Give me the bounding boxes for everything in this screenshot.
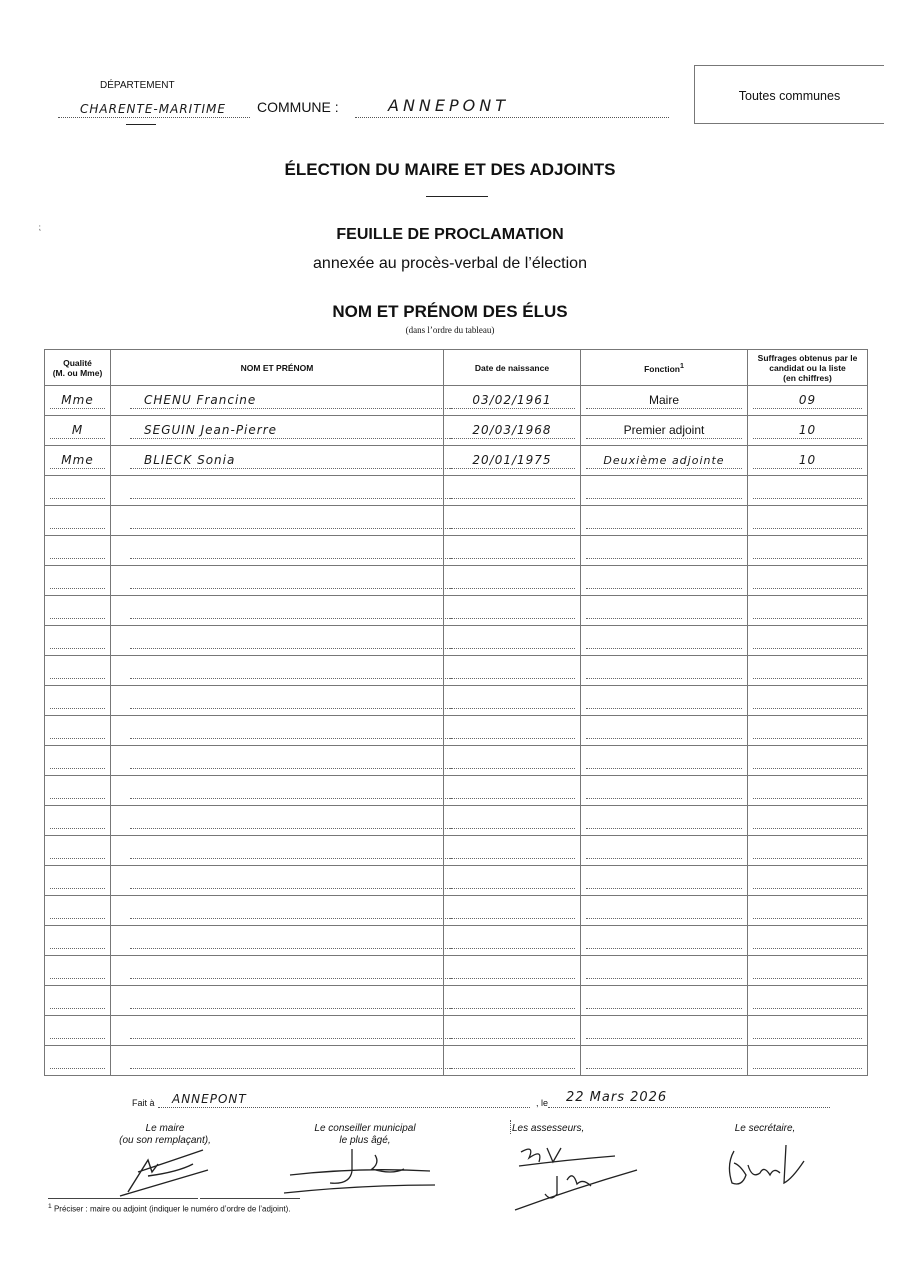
cell-fonction [581, 806, 748, 836]
cell-suffrages [748, 596, 868, 626]
cell-qualite [45, 506, 111, 536]
table-row [45, 716, 868, 746]
cell-date [444, 896, 581, 926]
footnote-rule-2 [200, 1198, 300, 1199]
header-qualite-label: Qualité [63, 357, 92, 368]
main-title: ÉLECTION DU MAIRE ET DES ADJOINTS [284, 160, 616, 179]
table-row [45, 836, 868, 866]
table-row [45, 476, 868, 506]
cell-suffrages [748, 656, 868, 686]
cell-qualite [45, 416, 111, 446]
cell-date [444, 806, 581, 836]
cell-date [444, 536, 581, 566]
cell-qualite [45, 686, 111, 716]
cell-date [444, 1016, 581, 1046]
cell-fonction [581, 476, 748, 506]
table-header-row [45, 350, 868, 386]
footnote-text: Préciser : maire ou adjoint (indiquer le numéro d’ordre de l’adjoint). [53, 1204, 291, 1214]
header-qualite-sub: (M. ou Mme) [52, 367, 103, 378]
table-row [45, 416, 868, 446]
qualite-value: Mme [61, 393, 94, 407]
cell-qualite [45, 746, 111, 776]
cell-nom [111, 836, 444, 866]
cell-fonction [581, 986, 748, 1016]
commune-label: COMMUNE : [257, 99, 339, 115]
signature-conseiller-label [300, 1123, 430, 1147]
table-row [45, 566, 868, 596]
cell-date [444, 446, 581, 476]
cell-qualite [45, 536, 111, 566]
cell-fonction [581, 416, 748, 446]
qualite-value: M [71, 423, 84, 437]
date-value: 22 Mars 2026 [566, 1090, 668, 1105]
cell-qualite [45, 866, 111, 896]
cell-date [444, 656, 581, 686]
date-value: 03/02/1961 [472, 393, 552, 407]
elus-subtitle: (dans l’ordre du tableau) [405, 325, 495, 335]
cell-suffrages [748, 1046, 868, 1076]
cell-date [444, 386, 581, 416]
cell-qualite [45, 926, 111, 956]
table-row [45, 656, 868, 686]
cell-fonction [581, 446, 748, 476]
header-suffrages-sub: (en chiffres) [783, 372, 832, 383]
cell-date [444, 476, 581, 506]
cell-suffrages [748, 896, 868, 926]
maire-sub-label: (ou son remplaçant), [119, 1135, 211, 1146]
assesseurs-signature [505, 1140, 645, 1220]
footnote-rule [48, 1198, 198, 1199]
le-label: , le [536, 1098, 549, 1108]
cell-suffrages [748, 446, 868, 476]
commune-value: ANNEPONT [388, 96, 509, 115]
suffrages-value: 10 [798, 423, 817, 437]
table-body [45, 386, 868, 1076]
table-row [45, 746, 868, 776]
cell-fonction [581, 956, 748, 986]
cell-suffrages [748, 386, 868, 416]
cell-suffrages [748, 566, 868, 596]
cell-nom [111, 566, 444, 596]
cell-fonction [581, 926, 748, 956]
cell-nom [111, 536, 444, 566]
header-date: Date de naissance [444, 350, 581, 386]
cell-fonction [581, 656, 748, 686]
cell-nom [111, 956, 444, 986]
cell-date [444, 596, 581, 626]
table-row [45, 506, 868, 536]
nom-value: BLIECK Sonia [144, 453, 236, 467]
conseiller-sub-label: le plus âgé, [339, 1135, 391, 1146]
feuille-title: FEUILLE DE PROCLAMATION [336, 226, 564, 243]
nom-value: CHENU Francine [144, 393, 257, 407]
cell-suffrages [748, 686, 868, 716]
header-qualite [45, 350, 111, 386]
fonction-value: Maire [648, 393, 679, 407]
cell-suffrages [748, 866, 868, 896]
table-row [45, 866, 868, 896]
cell-qualite [45, 476, 111, 506]
cell-qualite [45, 986, 111, 1016]
cell-suffrages [748, 986, 868, 1016]
title-rule [426, 196, 488, 197]
cell-fonction [581, 626, 748, 656]
cell-suffrages [748, 416, 868, 446]
cell-suffrages [748, 626, 868, 656]
cell-qualite [45, 776, 111, 806]
cell-qualite [45, 1046, 111, 1076]
table-row [45, 1016, 868, 1046]
cell-fonction [581, 896, 748, 926]
cell-date [444, 746, 581, 776]
cell-suffrages [748, 806, 868, 836]
cell-date [444, 416, 581, 446]
suffrages-value: 10 [798, 453, 817, 467]
cell-fonction [581, 566, 748, 596]
nom-value: SEGUIN Jean-Pierre [144, 423, 278, 437]
cell-nom [111, 1016, 444, 1046]
cell-nom [111, 1046, 444, 1076]
cell-nom [111, 596, 444, 626]
table-row [45, 626, 868, 656]
fonction-value: Deuxième adjointe [603, 454, 725, 467]
cell-suffrages [748, 476, 868, 506]
header-nom: NOM ET PRÉNOM [111, 350, 444, 386]
cell-fonction [581, 1046, 748, 1076]
assesseurs-label: Les assesseurs, [512, 1123, 585, 1134]
cell-fonction [581, 836, 748, 866]
header-suffrages-label: Suffrages obtenus par le candidat ou la liste [757, 352, 858, 373]
table-row [45, 386, 868, 416]
cell-fonction [581, 596, 748, 626]
header-fonction [581, 350, 748, 386]
cell-date [444, 836, 581, 866]
cell-suffrages [748, 776, 868, 806]
date-value: 20/01/1975 [472, 453, 552, 467]
cell-qualite [45, 446, 111, 476]
cell-nom [111, 476, 444, 506]
cell-qualite [45, 896, 111, 926]
qualite-value: Mme [61, 453, 94, 467]
table-row [45, 536, 868, 566]
cell-fonction [581, 746, 748, 776]
table-row [45, 1046, 868, 1076]
fait-value: ANNEPONT [172, 1092, 247, 1106]
cell-suffrages [748, 1016, 868, 1046]
cell-nom [111, 986, 444, 1016]
cell-qualite [45, 386, 111, 416]
cell-nom [111, 776, 444, 806]
fait-label: Fait à [132, 1098, 155, 1108]
cell-fonction [581, 866, 748, 896]
header-fonction-label: Fonction [644, 363, 680, 374]
cell-fonction [581, 716, 748, 746]
departement-underline [126, 124, 156, 125]
cell-qualite [45, 1016, 111, 1046]
secretaire-label: Le secrétaire, [734, 1123, 796, 1134]
cell-qualite [45, 596, 111, 626]
footnote-sup: 1 [48, 1203, 52, 1210]
departement-label: DÉPARTEMENT [100, 80, 175, 91]
cell-date [444, 866, 581, 896]
cell-date [444, 686, 581, 716]
cell-nom [111, 746, 444, 776]
cell-date [444, 716, 581, 746]
cell-suffrages [748, 536, 868, 566]
cell-qualite [45, 716, 111, 746]
cell-suffrages [748, 956, 868, 986]
assesseurs-tick [510, 1120, 511, 1134]
table-row [45, 986, 868, 1016]
cell-nom [111, 866, 444, 896]
table-row [45, 596, 868, 626]
cell-fonction [581, 776, 748, 806]
departement-value: CHARENTE-MARITIME [80, 102, 226, 116]
header-fonction-sup: 1 [679, 362, 684, 371]
cell-date [444, 926, 581, 956]
table-row [45, 896, 868, 926]
cell-nom [111, 656, 444, 686]
maire-signature [108, 1142, 218, 1202]
cell-date [444, 506, 581, 536]
cell-suffrages [748, 746, 868, 776]
cell-nom [111, 416, 444, 446]
cell-nom [111, 686, 444, 716]
cell-nom [111, 896, 444, 926]
cell-suffrages [748, 836, 868, 866]
table-row [45, 776, 868, 806]
cell-qualite [45, 626, 111, 656]
cell-date [444, 566, 581, 596]
table-row [45, 686, 868, 716]
cell-date [444, 776, 581, 806]
cell-fonction [581, 686, 748, 716]
cell-fonction [581, 506, 748, 536]
footnote [48, 1203, 291, 1214]
maire-label: Le maire [145, 1123, 185, 1134]
cell-nom [111, 806, 444, 836]
cell-date [444, 956, 581, 986]
cell-fonction [581, 386, 748, 416]
secretaire-signature [720, 1135, 810, 1195]
cell-date [444, 986, 581, 1016]
date-value: 20/03/1968 [472, 423, 552, 437]
margin-mark: ⁏ [38, 222, 42, 232]
cell-suffrages [748, 506, 868, 536]
table-row [45, 806, 868, 836]
cell-date [444, 1046, 581, 1076]
elus-title: NOM ET PRÉNOM DES ÉLUS [332, 302, 568, 321]
conseiller-signature [280, 1145, 440, 1200]
cell-date [444, 626, 581, 656]
table-row [45, 926, 868, 956]
table-row [45, 446, 868, 476]
table-row [45, 956, 868, 986]
cell-qualite [45, 956, 111, 986]
cell-qualite [45, 656, 111, 686]
cell-qualite [45, 806, 111, 836]
conseiller-label: Le conseiller municipal [314, 1123, 416, 1134]
cell-qualite [45, 836, 111, 866]
fonction-value: Premier adjoint [623, 423, 705, 437]
cell-qualite [45, 566, 111, 596]
cell-nom [111, 446, 444, 476]
cell-fonction [581, 536, 748, 566]
cell-nom [111, 926, 444, 956]
cell-fonction [581, 1016, 748, 1046]
cell-suffrages [748, 716, 868, 746]
cell-nom [111, 716, 444, 746]
elus-table [44, 349, 868, 1076]
annexe-subtitle: annexée au procès-verbal de l’élection [313, 255, 587, 272]
suffrages-value: 09 [798, 393, 817, 407]
cell-nom [111, 626, 444, 656]
header-suffrages [748, 350, 868, 386]
cell-nom [111, 386, 444, 416]
cell-nom [111, 506, 444, 536]
toutes-communes-box: Toutes communes [694, 65, 884, 124]
cell-suffrages [748, 926, 868, 956]
